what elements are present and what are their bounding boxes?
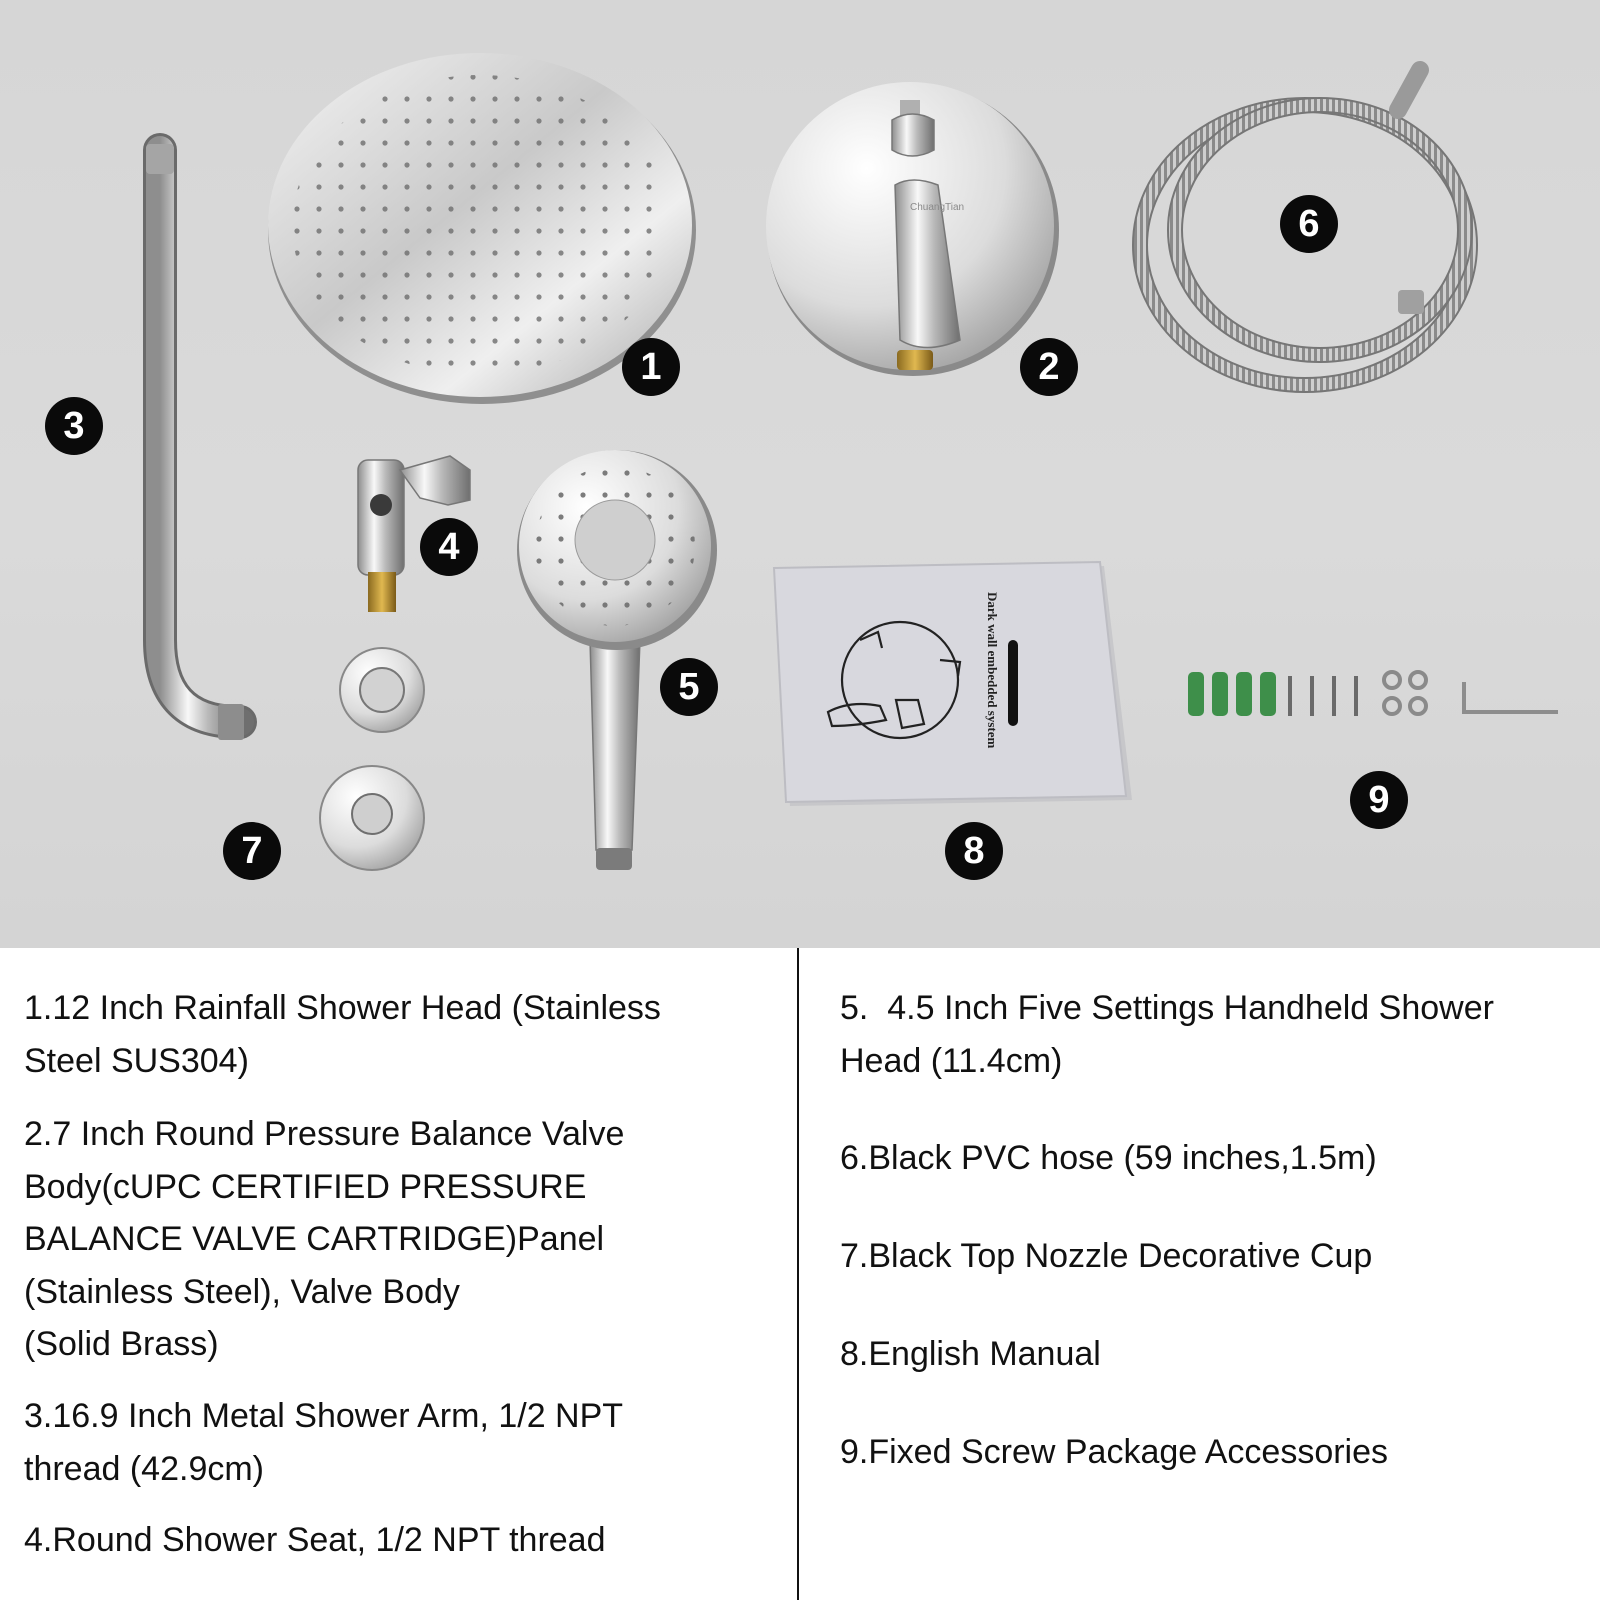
pressure-balance-valve-illustration (766, 82, 1059, 376)
legend-item-5-line-2: Head (11.4cm) (840, 1041, 1063, 1080)
legend-divider (797, 948, 799, 1600)
legend-item-9 (840, 1426, 1388, 1479)
legend-item-1 (24, 982, 661, 1087)
legend-item-2-line-2: Body(cUPC CERTIFIED PRESSURE (24, 1167, 587, 1206)
screw-package-illustration (1188, 672, 1558, 716)
badge-3: 3 (45, 397, 103, 455)
decorative-cup-illustration (320, 648, 424, 870)
legend-item-6-line-1: 6.Black PVC hose (59 inches,1.5m) (840, 1139, 1377, 1177)
legend-item-1-line-2: Steel SUS304) (24, 1041, 249, 1080)
manual-illustration (774, 562, 1132, 806)
legend-item-2-line-3: BALANCE VALVE CARTRIDGE)Panel (24, 1220, 605, 1258)
legend-item-2 (24, 1108, 624, 1371)
legend-item-8-line-1: 8.English Manual (840, 1335, 1101, 1373)
legend-item-7 (840, 1230, 1372, 1283)
legend-item-4 (24, 1514, 606, 1567)
badge-7: 7 (223, 822, 281, 880)
shower-arm-illustration (146, 144, 244, 740)
badge-8: 8 (945, 822, 1003, 880)
legend-item-2-line-5: (Solid Brass) (24, 1325, 219, 1363)
badge-1: 1 (622, 338, 680, 396)
badge-4: 4 (420, 518, 478, 576)
legend-item-9-line-1: 9.Fixed Screw Package Accessories (840, 1433, 1389, 1471)
legend-item-4-line-1: 4.Round Shower Seat, 1/2 NPT thread (24, 1521, 606, 1559)
legend-item-7-line-1: 7.Black Top Nozzle Decorative Cup (840, 1237, 1373, 1275)
legend-item-5 (840, 982, 1494, 1087)
legend-item-3-line-1: 3.16.9 Inch Metal Shower Arm, 1/2 NPT (24, 1397, 624, 1435)
legend-item-3-line-2: thread (42.9cm) (24, 1449, 264, 1488)
legend-item-5-line-1: 5. 4.5 Inch Five Settings Handheld Shower (840, 989, 1494, 1027)
manual-caption: Dark wall embedded system (985, 592, 1000, 749)
badge-9: 9 (1350, 771, 1408, 829)
badge-5: 5 (660, 658, 718, 716)
legend-item-3 (24, 1390, 623, 1495)
legend-item-2-line-4: (Stainless Steel), Valve Body (24, 1272, 460, 1311)
legend-item-1-line-1: 1.12 Inch Rainfall Shower Head (Stainless (24, 989, 661, 1027)
legend-item-6 (840, 1132, 1377, 1185)
valve-brand-mark: ChuangTian (910, 202, 965, 213)
badge-6: 6 (1280, 195, 1338, 253)
parts-legend (0, 948, 1600, 1600)
badge-2: 2 (1020, 338, 1078, 396)
legend-item-8 (840, 1328, 1101, 1381)
legend-item-2-line-1: 2.7 Inch Round Pressure Balance Valve (24, 1115, 625, 1153)
